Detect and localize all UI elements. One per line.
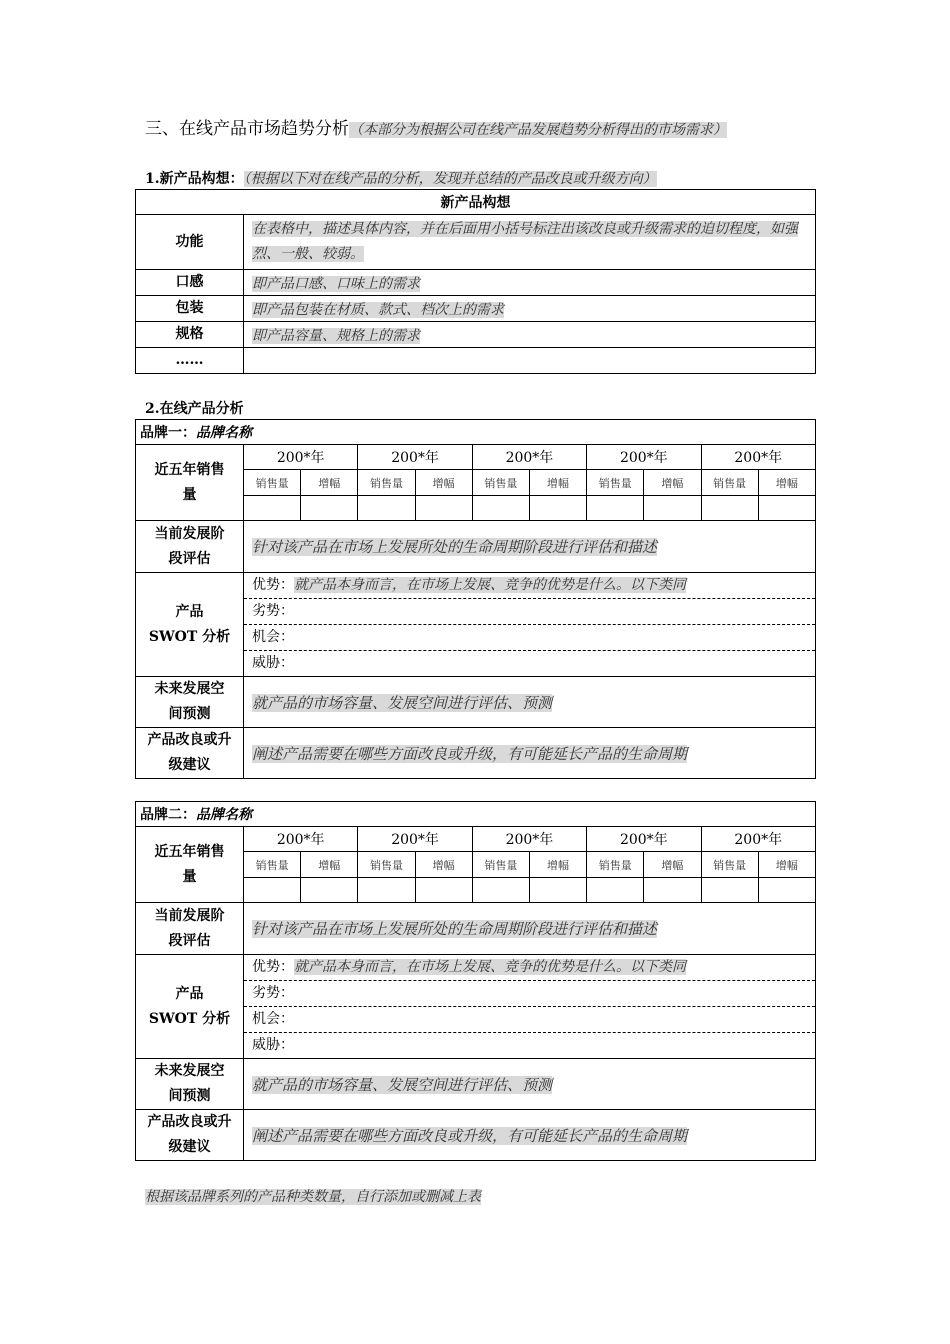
sub-col-growth: 增幅	[415, 852, 472, 878]
concept-row-text	[244, 348, 816, 374]
sales-label: 近五年销售量	[136, 827, 244, 903]
swot-label: 产品 SWOT 分析	[136, 573, 244, 677]
swot-label: 产品 SWOT 分析	[136, 955, 244, 1059]
growth-cell	[529, 496, 586, 521]
year-header: 200*年	[587, 827, 701, 852]
future-label: 未来发展空间预测	[136, 1059, 244, 1110]
concept-row-label: ……	[136, 348, 244, 374]
growth-cell	[415, 878, 472, 903]
upgrade-text: 阐述产品需要在哪些方面改良或升级，有可能延长产品的生命周期	[252, 1126, 688, 1145]
sales-cell	[358, 878, 415, 903]
sub-col-sales: 销售量	[358, 470, 415, 496]
future-label: 未来发展空间预测	[136, 677, 244, 728]
brand-header-row	[136, 420, 816, 445]
growth-cell	[758, 496, 815, 521]
concept-row-label: 口感	[136, 270, 244, 296]
sub-col-sales: 销售量	[701, 852, 758, 878]
swot-weakness: 劣势：	[244, 599, 815, 625]
swot-opportunity: 机会：	[244, 625, 815, 651]
concept-row-label: 规格	[136, 322, 244, 348]
brand-table	[135, 801, 816, 1161]
year-header: 200*年	[244, 445, 358, 470]
section-note: （本部分为根据公司在线产品发展趋势分析得出的市场需求）	[349, 122, 727, 138]
brand-table	[135, 419, 816, 779]
future-text: 就产品的市场容量、发展空间进行评估、预测	[252, 693, 553, 712]
sub-col-growth: 增幅	[644, 470, 701, 496]
sub-col-growth: 增幅	[529, 852, 586, 878]
year-header: 200*年	[701, 827, 816, 852]
swot-strength: 优势：就产品本身而言，在市场上发展、竞争的优势是什么。以下类同	[244, 573, 815, 599]
growth-cell	[644, 878, 701, 903]
sub-col-sales: 销售量	[472, 470, 529, 496]
upgrade-label: 产品改良或升级建议	[136, 728, 244, 779]
footnote: 根据该品牌系列的产品种类数量，自行添加或删减上表	[145, 1189, 481, 1205]
sub-col-growth: 增幅	[758, 470, 815, 496]
sales-cell	[472, 496, 529, 521]
stage-text: 针对该产品在市场上发展所处的生命周期阶段进行评估和描述	[252, 538, 658, 556]
sales-cell	[358, 496, 415, 521]
sales-cell	[701, 496, 758, 521]
concept-table-title-row	[136, 190, 816, 215]
brand-prefix: 品牌一：	[140, 425, 196, 441]
sub-col-growth: 增幅	[529, 470, 586, 496]
sub-col-sales: 销售量	[244, 470, 301, 496]
brand-name: 品牌名称	[196, 807, 252, 823]
sales-cell	[587, 496, 644, 521]
new-product-concept-table	[135, 189, 816, 374]
year-header: 200*年	[701, 445, 816, 470]
sub-col-sales: 销售量	[244, 852, 301, 878]
sub-col-growth: 增幅	[415, 470, 472, 496]
growth-cell	[301, 878, 358, 903]
growth-cell	[644, 496, 701, 521]
concept-row-label: 包装	[136, 296, 244, 322]
sales-label: 近五年销售量	[136, 445, 244, 521]
concept-heading-note: （根据以下对在线产品的分析，发现并总结的产品改良或升级方向）	[243, 171, 657, 187]
growth-cell	[301, 496, 358, 521]
growth-cell	[415, 496, 472, 521]
swot-threat: 威胁：	[252, 1037, 294, 1053]
growth-cell	[529, 878, 586, 903]
year-header: 200*年	[587, 445, 701, 470]
sales-cell	[587, 878, 644, 903]
sales-cell	[244, 878, 301, 903]
brand-prefix: 品牌二：	[140, 807, 196, 823]
sub-col-growth: 增幅	[301, 470, 358, 496]
sub-col-sales: 销售量	[701, 470, 758, 496]
swot-weakness: 劣势：	[244, 981, 815, 1007]
swot-threat: 威胁：	[252, 655, 294, 671]
year-header: 200*年	[358, 445, 472, 470]
sub-col-sales: 销售量	[587, 470, 644, 496]
brand-header-row	[136, 802, 816, 827]
concept-heading: 1.新产品构想：（根据以下对在线产品的分析，发现并总结的产品改良或升级方向）	[145, 171, 657, 187]
year-header: 200*年	[244, 827, 358, 852]
concept-row	[136, 322, 816, 348]
concept-row	[136, 296, 816, 322]
swot-opportunity: 机会：	[244, 1007, 815, 1033]
stage-label: 当前发展阶段评估	[136, 521, 244, 573]
concept-table-title: 新产品构想	[136, 190, 816, 215]
stage-text: 针对该产品在市场上发展所处的生命周期阶段进行评估和描述	[252, 920, 658, 938]
sub-col-sales: 销售量	[472, 852, 529, 878]
concept-row-label: 功能	[136, 215, 244, 270]
sub-col-growth: 增幅	[758, 852, 815, 878]
concept-row	[136, 348, 816, 374]
concept-row-text: 即产品口感、口味上的需求	[252, 275, 420, 292]
analysis-heading: 2.在线产品分析	[145, 401, 244, 417]
sales-cell	[472, 878, 529, 903]
upgrade-label: 产品改良或升级建议	[136, 1110, 244, 1161]
upgrade-text: 阐述产品需要在哪些方面改良或升级，有可能延长产品的生命周期	[252, 744, 688, 763]
swot-strength: 优势：就产品本身而言，在市场上发展、竞争的优势是什么。以下类同	[244, 955, 815, 981]
brand-name: 品牌名称	[196, 425, 252, 441]
growth-cell	[758, 878, 815, 903]
year-header: 200*年	[472, 445, 586, 470]
sub-col-sales: 销售量	[587, 852, 644, 878]
sub-col-sales: 销售量	[358, 852, 415, 878]
concept-row-text: 即产品容量、规格上的需求	[252, 327, 420, 344]
year-header: 200*年	[358, 827, 472, 852]
concept-row	[136, 215, 816, 270]
sales-cell	[244, 496, 301, 521]
sales-cell	[701, 878, 758, 903]
sub-col-growth: 增幅	[301, 852, 358, 878]
concept-row-text: 即产品包装在材质、款式、档次上的需求	[252, 301, 504, 318]
year-header: 200*年	[472, 827, 586, 852]
swot-cell	[244, 573, 816, 677]
swot-cell	[244, 955, 816, 1059]
section-title: 三、在线产品市场趋势分析（本部分为根据公司在线产品发展趋势分析得出的市场需求）	[145, 119, 727, 139]
future-text: 就产品的市场容量、发展空间进行评估、预测	[252, 1075, 553, 1094]
stage-label: 当前发展阶段评估	[136, 903, 244, 955]
sub-col-growth: 增幅	[644, 852, 701, 878]
concept-row-text: 在表格中，描述具体内容，并在后面用小括号标注出该改良或升级需求的迫切程度，如强烈、一般、较弱。	[252, 221, 798, 262]
concept-row	[136, 270, 816, 296]
